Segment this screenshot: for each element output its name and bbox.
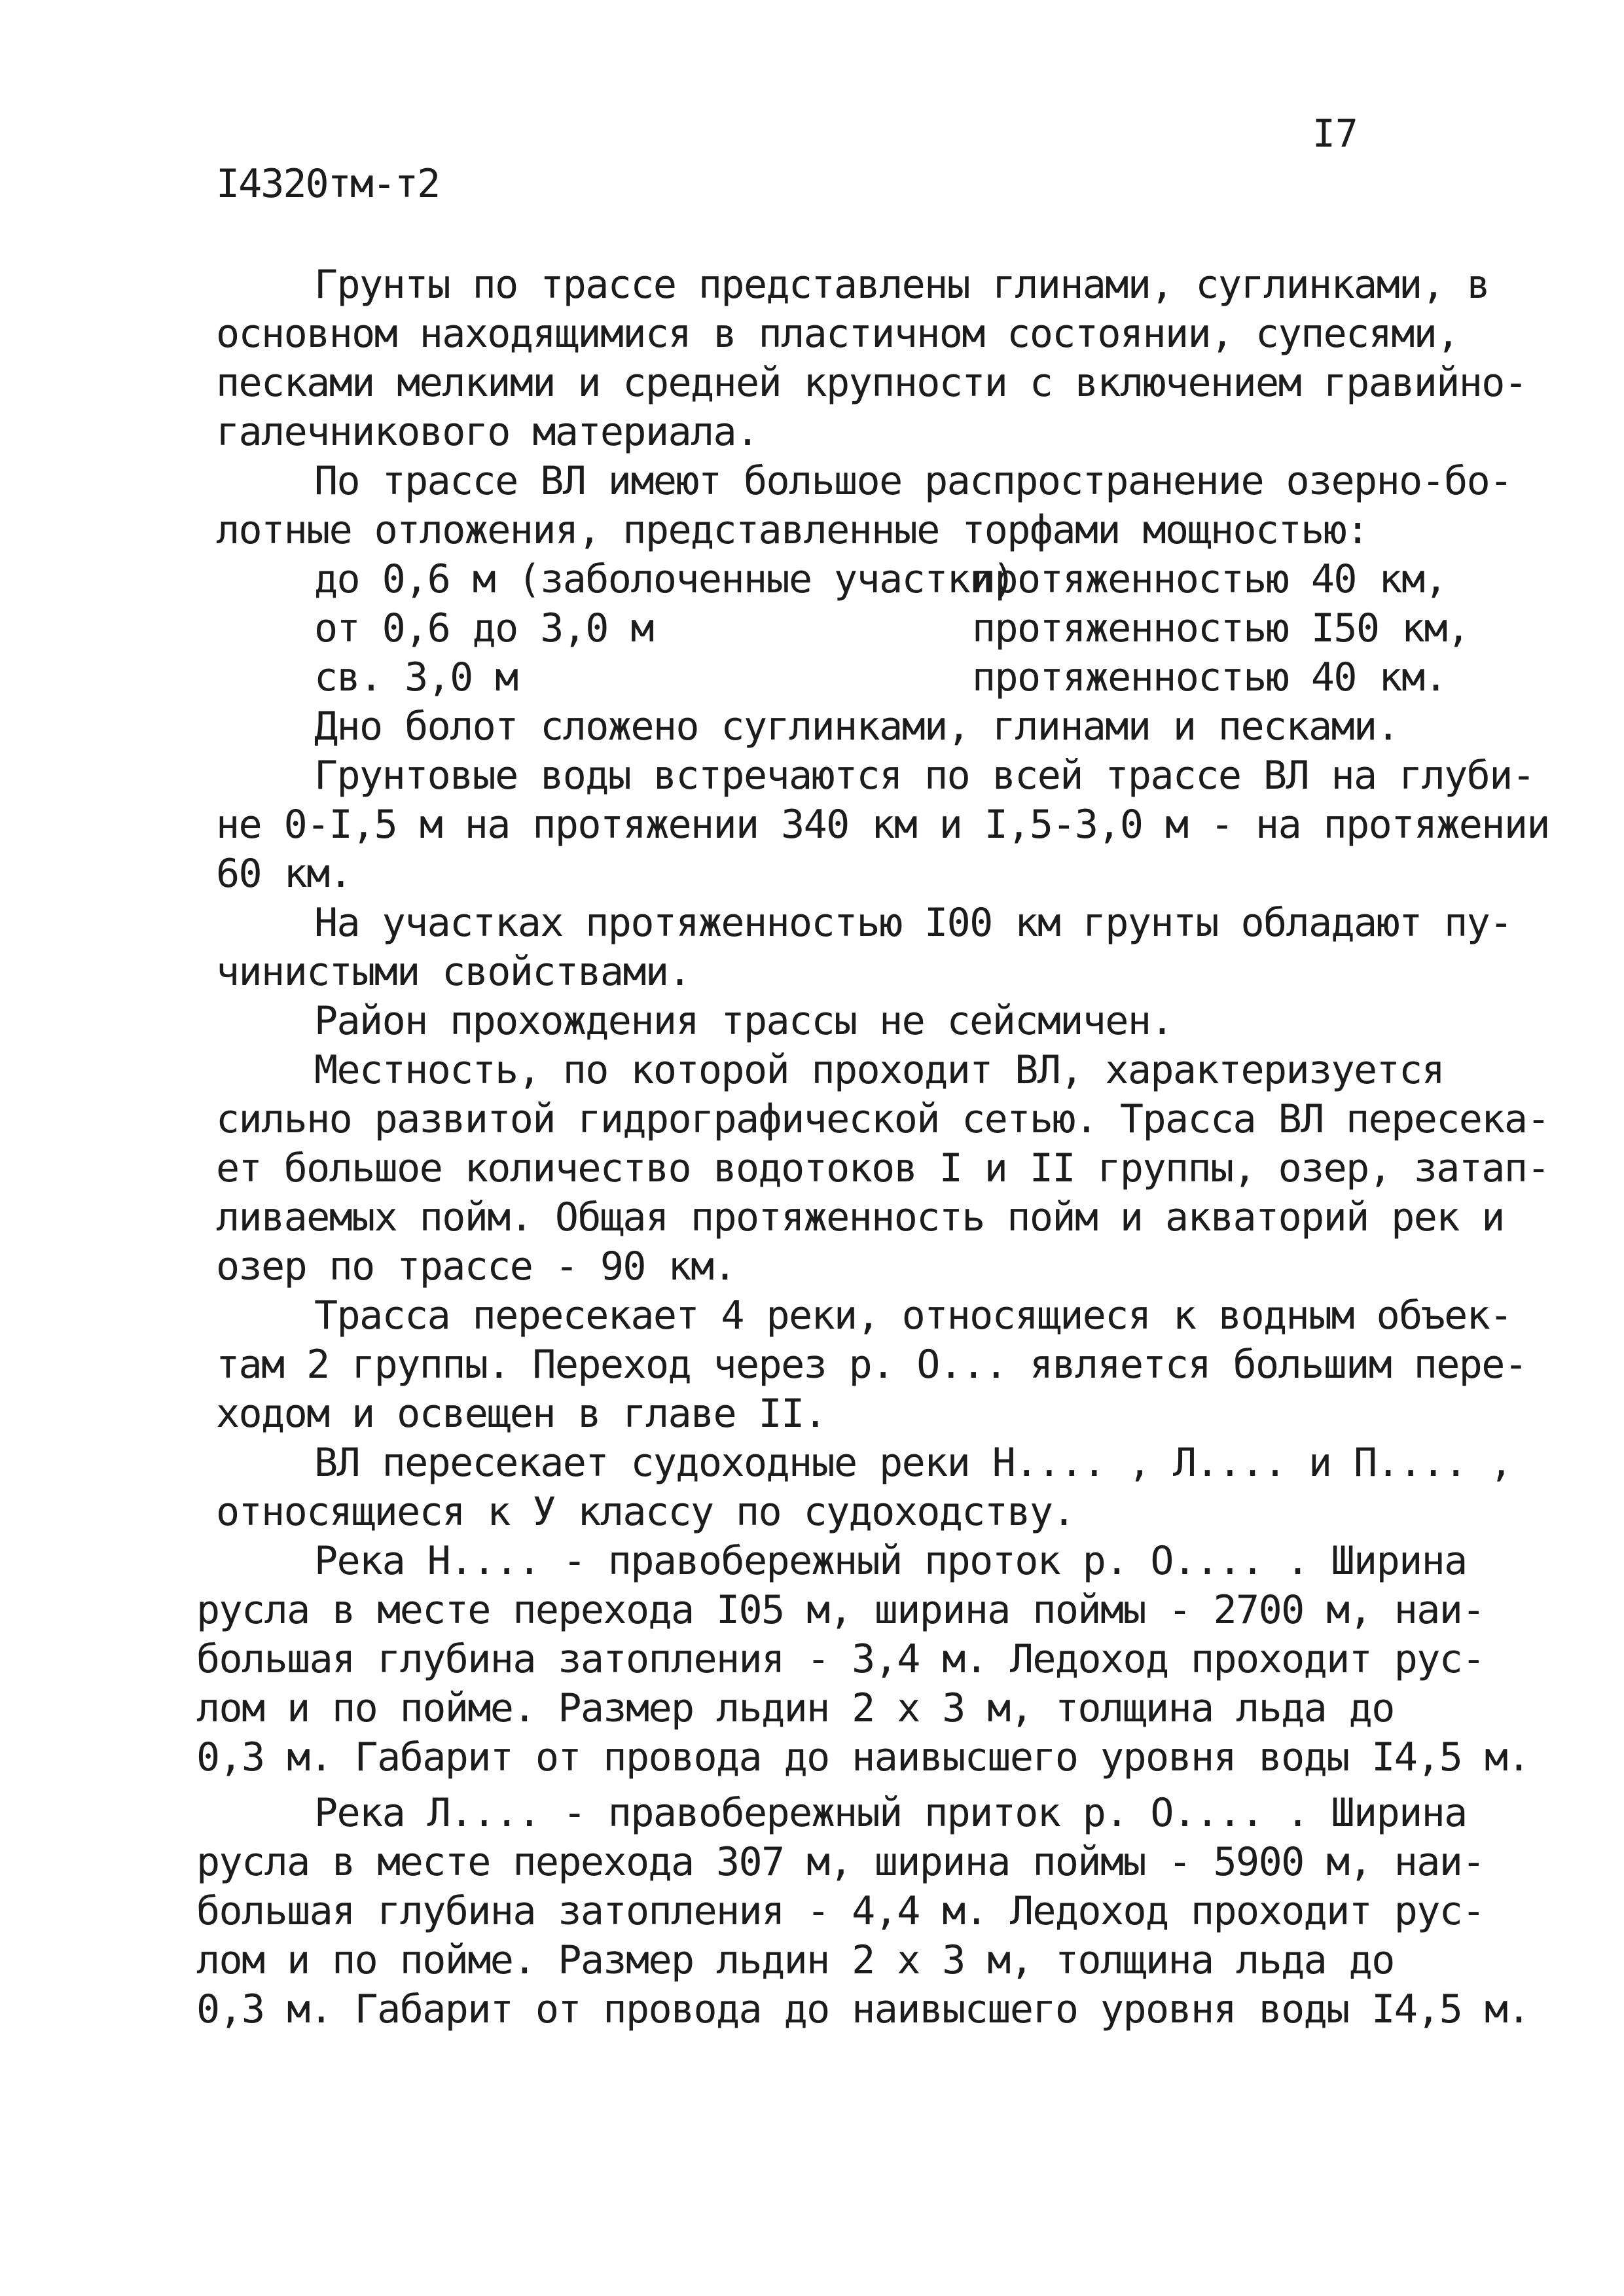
text-line: русла в месте перехода 307 м, ширина поймы - 5900 м, наи- [196, 1839, 1485, 1885]
text-line: ходом и освещен в главе II. [216, 1391, 827, 1437]
peat-length: протяженностью 40 км. [972, 655, 1447, 700]
peat-length: протяженностью 40 км, [972, 556, 1447, 602]
text-line: большая глубина затопления - 4,4 м. Ледоход проходит рус- [196, 1888, 1485, 1934]
text-line: 60 км. [216, 851, 352, 897]
text-line: относящиеся к У классу по судоходству. [216, 1489, 1075, 1535]
text-line: сильно развитой гидрографической сетью. Трасса ВЛ пересека- [216, 1096, 1549, 1142]
peat-depth: от 0,6 до 3,0 м [314, 605, 653, 651]
peat-depth: до 0,6 м (заболоченные участки) [314, 556, 1015, 602]
text-line: ет большое количество водотоков I и II группы, озер, затап- [216, 1145, 1549, 1191]
text-line: Река Л.... - правобережный приток р. О.... . Ширина [314, 1790, 1467, 1836]
text-line: ВЛ пересекает судоходные реки Н.... , Л.... и П.... , [314, 1440, 1512, 1486]
text-line: На участках протяженностью I00 км грунты обладают пу- [314, 900, 1512, 946]
peat-depth: св. 3,0 м [314, 655, 518, 700]
text-line: Трасса пересекает 4 реки, относящиеся к водным объек- [314, 1293, 1512, 1338]
text-line: По трассе ВЛ имеют большое распространение озерно-бо- [314, 458, 1512, 504]
page-number: I7 [1312, 111, 1358, 156]
peat-length: протяженностью I50 км, [972, 605, 1470, 651]
text-line: 0,3 м. Габарит от провода до наивысшего уровня воды I4,5 м. [196, 1734, 1530, 1780]
text-line: Грунтовые воды встречаются по всей трассе ВЛ на глуби- [314, 753, 1535, 798]
text-line: Дно болот сложено суглинками, глинами и песками. [314, 704, 1399, 749]
text-line: песками мелкими и средней крупности с включением гравийно- [216, 360, 1527, 406]
text-line: Район прохождения трассы не сейсмичен. [314, 998, 1173, 1044]
text-line: лом и по пойме. Размер льдин 2 х 3 м, толщина льда до [196, 1937, 1394, 1983]
text-line: большая глубина затопления - 3,4 м. Ледоход проходит рус- [196, 1636, 1485, 1682]
text-line: основном находящимися в пластичном состоянии, супесями, [216, 311, 1459, 357]
text-line: Река Н.... - правобережный проток р. О.... . Ширина [314, 1538, 1467, 1584]
text-line: лотные отложения, представленные торфами мощностью: [216, 507, 1369, 553]
text-line: Местность, по которой проходит ВЛ, характеризуется [314, 1047, 1445, 1093]
text-line: не 0-I,5 м на протяжении 340 км и I,5-3,0 м - на протяжении [216, 802, 1549, 848]
text-line: галечникового материала. [216, 409, 759, 455]
document-code: I4320тм-т2 [216, 161, 440, 207]
text-line: лом и по пойме. Размер льдин 2 х 3 м, толщина льда до [196, 1685, 1394, 1731]
text-line: озер по трассе - 90 км. [216, 1244, 736, 1289]
text-line: 0,3 м. Габарит от провода до наивысшего уровня воды I4,5 м. [196, 1986, 1530, 2032]
text-line: русла в месте перехода I05 м, ширина поймы - 2700 м, наи- [196, 1587, 1485, 1633]
text-line: там 2 группы. Переход через р. О... является большим пере- [216, 1342, 1527, 1388]
text-line: чинистыми свойствами. [216, 949, 691, 995]
text-line: Грунты по трассе представлены глинами, суглинками, в [314, 262, 1490, 308]
text-line: ливаемых пойм. Общая протяженность пойм и акваторий рек и [216, 1194, 1504, 1240]
